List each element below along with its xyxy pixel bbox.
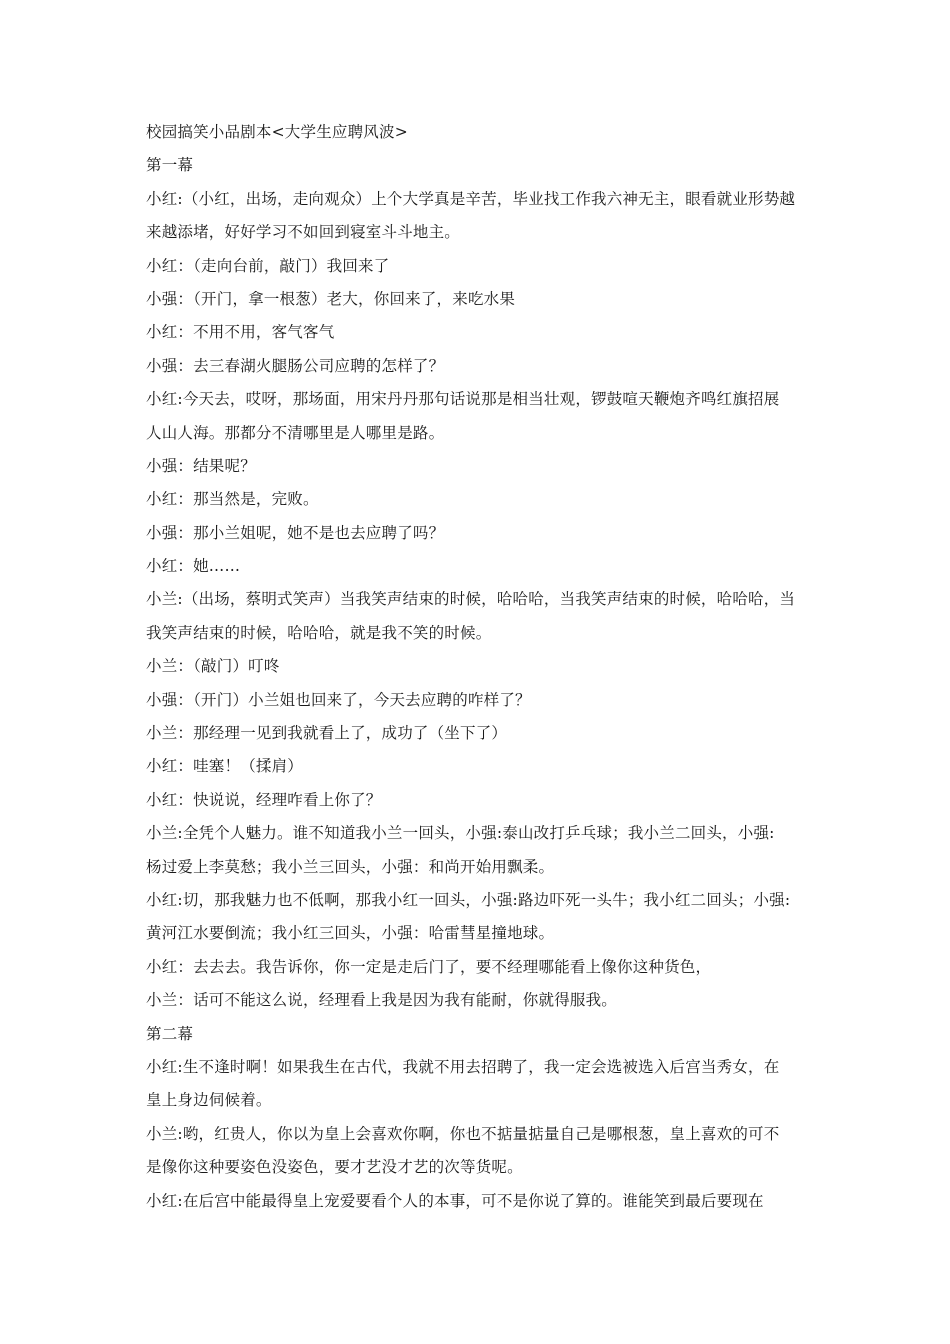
text-line: 小兰：（敲门）叮咚	[146, 657, 280, 676]
text-line: 小红:生不逢时啊！如果我生在古代，我就不用去招聘了，我一定会选被选入后宫当秀女，在	[146, 1057, 780, 1076]
text-line: 小红：不用不用，客气客气	[146, 323, 335, 342]
document-page	[146, 116, 810, 1218]
text-line: 我笑声结束的时候，哈哈哈，就是我不笑的时候。	[146, 623, 492, 642]
text-line: 黄河江水要倒流；我小红三回头，小强：哈雷彗星撞地球。	[146, 924, 555, 943]
text-line: 小强：（开门）小兰姐也回来了，今天去应聘的咋样了？	[146, 690, 531, 709]
text-line: 小红:切，那我魅力也不低啊，那我小红一回头，小强:路边吓死一头牛；我小红二回头；小强:	[146, 890, 791, 909]
text-line: 小强：结果呢？	[146, 456, 256, 475]
text-line: 小红：那当然是，完败。	[146, 490, 319, 509]
text-line: 小兰:全凭个人魅力。谁不知道我小兰一回头，小强:泰山改打乒乓球；我小兰二回头，小强:	[146, 824, 775, 843]
text-line: 皇上身边伺候着。	[146, 1091, 272, 1110]
text-line: 小强：那小兰姐呢，她不是也去应聘了吗？	[146, 523, 445, 542]
text-line: 小红：去去去。我告诉你，你一定是走后门了，要不经理哪能看上像你这种货色，	[146, 957, 712, 976]
text-line: 小兰：那经理一见到我就看上了，成功了（坐下了）	[146, 724, 508, 743]
text-line: 第一幕	[146, 156, 194, 175]
text-line: 小红:在后宫中能最得皇上宠爱要看个人的本事，可不是你说了算的。谁能笑到最后要现在	[146, 1191, 764, 1210]
text-line: 小红：她……	[146, 557, 241, 576]
text-line: 小红:（小红，出场，走向观众）上个大学真是辛苦，毕业找工作我六神无主，眼看就业形势越	[146, 189, 796, 208]
text-line: 人山人海。那都分不清哪里是人哪里是路。	[146, 423, 445, 442]
text-line: 小强：（开门，拿一根葱）老大，你回来了，来吃水果	[146, 289, 516, 308]
text-line: 是像你这种要姿色没姿色，要才艺没才艺的次等货呢。	[146, 1158, 523, 1177]
text-line: 小强：去三春湖火腿肠公司应聘的怎样了？	[146, 356, 445, 375]
text-line: 小兰:（出场，蔡明式笑声）当我笑声结束的时候，哈哈哈，当我笑声结束的时候，哈哈哈，当	[146, 590, 796, 609]
text-line: 小兰：话可不能这么说，经理看上我是因为我有能耐，你就得服我。	[146, 991, 618, 1010]
text-line: 杨过爱上李莫愁；我小兰三回头，小强：和尚开始用飘柔。	[146, 857, 555, 876]
text-line: 小红:今天去，哎呀，那场面，用宋丹丹那句话说那是相当壮观，锣鼓喧天鞭炮齐鸣红旗招展	[146, 390, 780, 409]
text-line: 小红：哇塞！（揉肩）	[146, 757, 304, 776]
text-line: 来越添堵，好好学习不如回到寝室斗斗地主。	[146, 223, 461, 242]
document-title: 校园搞笑小品剧本<大学生应聘风波>	[146, 123, 408, 141]
text-line: 小红：（走向台前，敲门）我回来了	[146, 256, 390, 275]
text-line: 第二幕	[146, 1024, 194, 1043]
text-line: 小兰:哟，红贵人，你以为皇上会喜欢你啊，你也不掂量掂量自己是哪根葱，皇上喜欢的可不	[146, 1124, 780, 1143]
text-line: 小红：快说说，经理咋看上你了？	[146, 790, 382, 809]
